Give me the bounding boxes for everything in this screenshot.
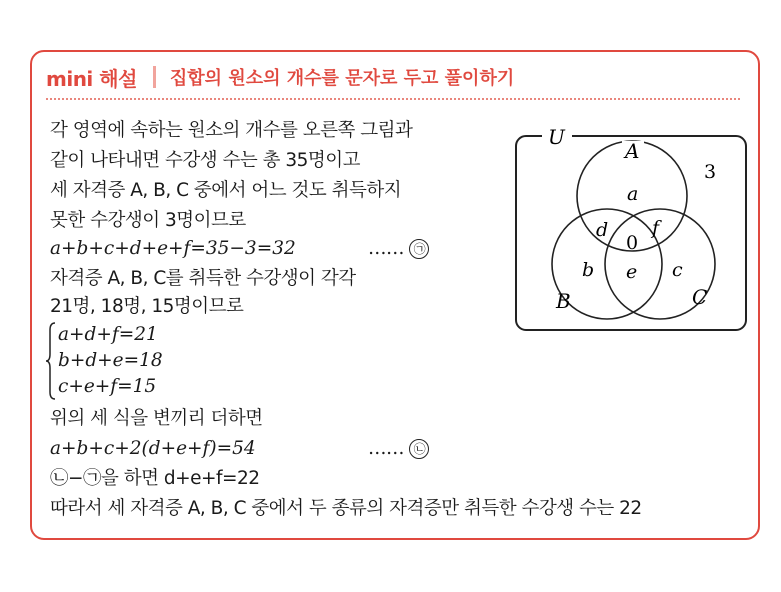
region-a: a — [627, 183, 639, 205]
region-e: e — [626, 261, 638, 283]
system-brace — [46, 322, 56, 400]
equation-total-marker — [368, 236, 429, 262]
text-line-14: 따라서 세 자격증 A, B, C 중에서 두 종류의 자격증만 취득한 수강생 수는 22 — [50, 498, 642, 519]
equation-sum: a+b+c+2(d+e+f)=54 — [50, 438, 256, 459]
set-c-label: C — [692, 285, 708, 309]
universe-label: U — [548, 125, 565, 149]
region-c: c — [672, 259, 683, 281]
text-line-3: 세 자격증 A, B, C 중에서 어느 것도 취득하지 — [50, 180, 402, 201]
marker-eq2: ㉡ — [409, 439, 429, 459]
dots-2: …… — [368, 438, 404, 459]
text-line-7: 21명, 18명, 15명이므로 — [50, 296, 244, 317]
text-line-4: 못한 수강생이 3명이므로 — [50, 210, 246, 231]
equation-sum-marker — [368, 436, 429, 462]
set-a-label: A — [625, 139, 640, 163]
header-title: 집합의 원소의 개수를 문자로 두고 풀이하기 — [169, 68, 515, 89]
region-center: 0 — [626, 232, 639, 254]
text-line-6: 자격증 A, B, C를 취득한 수강생이 각각 — [50, 268, 356, 289]
system-eq-1: a+d+f=21 — [58, 324, 158, 345]
set-b-label: B — [556, 289, 571, 313]
dots-1: …… — [368, 238, 404, 259]
system-eq-2: b+d+e=18 — [58, 350, 163, 371]
header-rule — [46, 98, 740, 100]
text-line-2: 같이 나타내면 수강생 수는 총 35명이고 — [50, 150, 361, 171]
header-divider — [153, 66, 156, 88]
region-b: b — [582, 259, 595, 281]
text-line-1: 각 영역에 속하는 원소의 개수를 오른쪽 그림과 — [50, 120, 413, 141]
marker-eq1: ㉠ — [409, 239, 429, 259]
venn-diagram — [512, 124, 752, 334]
brand-label: mini 해설 — [46, 66, 137, 91]
equation-total: a+b+c+d+e+f=35−3=32 — [50, 238, 296, 259]
section-header — [46, 62, 514, 92]
text-line-13: ㉡−㉠을 하면 d+e+f=22 — [50, 468, 260, 489]
region-f: f — [652, 217, 660, 239]
region-d: d — [596, 219, 609, 241]
text-line-11: 위의 세 식을 변끼리 더하면 — [50, 408, 263, 429]
outside-count: 3 — [704, 161, 717, 183]
system-eq-3: c+e+f=15 — [58, 376, 157, 397]
